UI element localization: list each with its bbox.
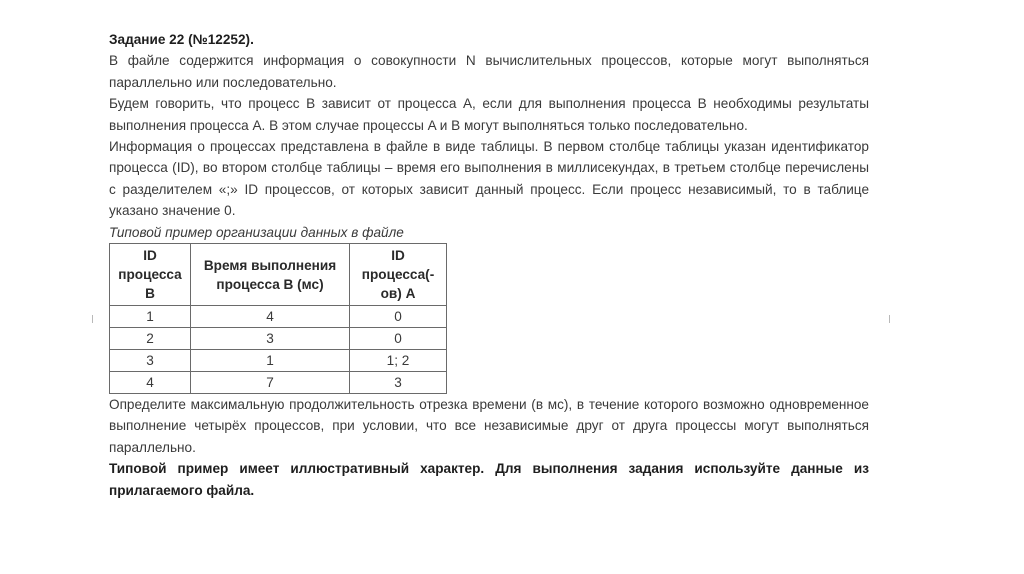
header-id-a: ID процесса(-ов) A	[350, 244, 447, 306]
left-edge-mark	[92, 315, 93, 323]
paragraph-dependency: Будем говорить, что процесс B зависит от процесса A, если для выполнения процесса B необходимы результаты выполнения процесса A. В этом случае процессы A и B могут выполняться только последовательно.	[109, 96, 869, 133]
right-edge-mark	[889, 315, 890, 323]
table-row	[110, 350, 447, 372]
cell-time: 1	[191, 350, 350, 372]
paragraph-question: Определите максимальную продолжительность отрезка времени (в мс), в течение которого возможно одновременное выполнение четырёх процессов, при условии, что все независимые друг от друга процессы могут выполняться параллельно.	[109, 397, 869, 455]
header-id-b: ID процесса B	[110, 244, 191, 306]
table-caption: Типовой пример организации данных в файле	[109, 224, 404, 240]
process-table	[109, 243, 447, 394]
cell-time: 7	[191, 372, 350, 394]
cell-id: 3	[110, 350, 191, 372]
table-row	[110, 306, 447, 328]
task-title: Задание 22 (№12252).	[109, 32, 254, 47]
table-header-row	[110, 244, 447, 306]
cell-time: 3	[191, 328, 350, 350]
table-row	[110, 372, 447, 394]
paragraph-intro: В файле содержится информация о совокупности N вычислительных процессов, которые могут выполняться параллельно или последовательно.	[109, 53, 869, 90]
table-row	[110, 328, 447, 350]
task-content	[109, 29, 869, 501]
cell-deps: 0	[350, 306, 447, 328]
cell-id: 4	[110, 372, 191, 394]
paragraph-file-format: Информация о процессах представлена в файле в виде таблицы. В первом столбце таблицы указан идентификатор процесса (ID), во втором столбце таблицы – время его выполнения в миллисекундах, в третьем столбце перечислены с разделителем «;» ID процессов, от которых зависит данный процесс. Если процесс независимый, то в таблице указано значение 0.	[109, 139, 869, 219]
cell-deps: 3	[350, 372, 447, 394]
cell-id: 1	[110, 306, 191, 328]
cell-deps: 0	[350, 328, 447, 350]
header-time-b: Время выполнения процесса B (мс)	[191, 244, 350, 306]
cell-time: 4	[191, 306, 350, 328]
cell-deps: 1; 2	[350, 350, 447, 372]
cell-id: 2	[110, 328, 191, 350]
paragraph-note: Типовой пример имеет иллюстративный характер. Для выполнения задания используйте данные из прилагаемого файла.	[109, 461, 869, 498]
